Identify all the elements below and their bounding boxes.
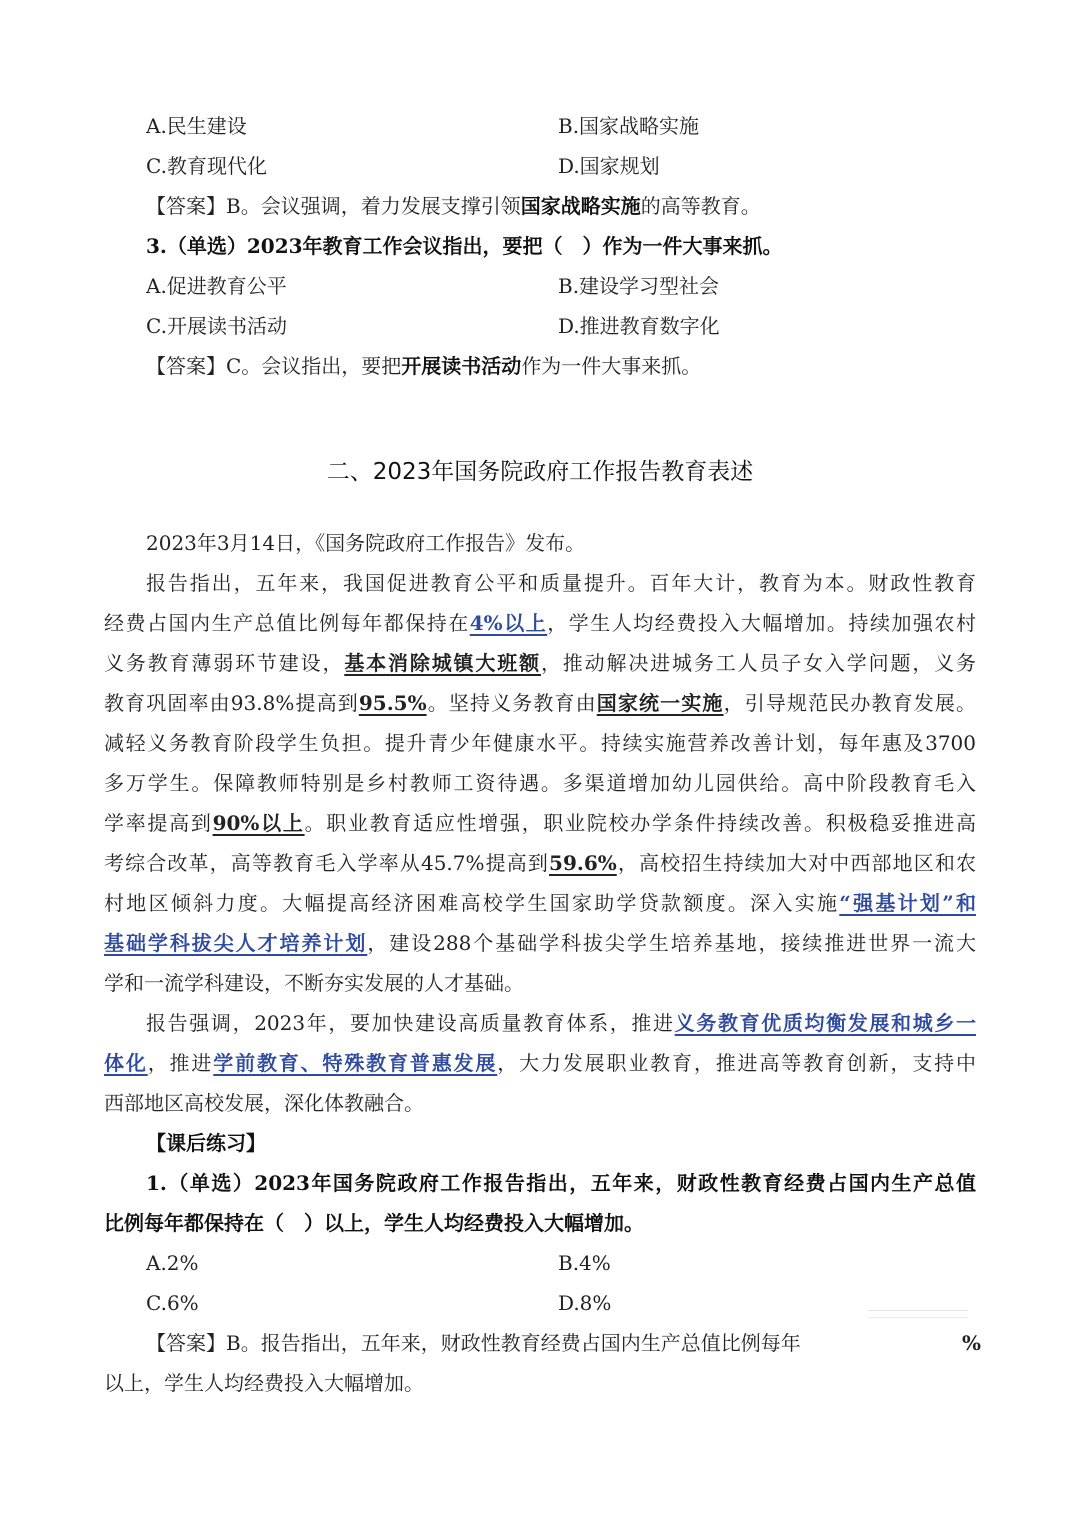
q3-answer-keyword: 开展读书活动 xyxy=(401,354,522,378)
practice-label: 【课后练习】 xyxy=(146,1131,266,1155)
highlight-4pct: 4%以上 xyxy=(469,611,548,635)
report-line-6: 多万学生。保障教师特别是乡村教师工资待遇。多渠道增加幼儿园供给。高中阶段教育毛入 xyxy=(104,771,976,795)
q2-option-a: A.民生建设 xyxy=(146,114,247,138)
report-text: 教育巩固率由93.8%提高到 xyxy=(104,691,359,715)
highlight-95pct: 95.5% xyxy=(358,691,427,715)
highlight-integration: 体化 xyxy=(104,1051,148,1075)
q3-option-d: D.推进教育数字化 xyxy=(558,314,720,338)
report-line-10 xyxy=(104,923,976,963)
ex1-option-a: A.2% xyxy=(146,1251,199,1275)
report-text: ，大力发展职业教育，推进高等教育创新，支持中 xyxy=(497,1051,977,1075)
report-text: 学率提高到 xyxy=(104,811,213,835)
report-text: ，建设288个基础学科拔尖学生培养基地，接续推进世界一流大 xyxy=(367,931,976,955)
report-line-2 xyxy=(104,603,976,643)
report-text: 。职业教育适应性增强，职业院校办学条件持续改善。积极稳妥推进高 xyxy=(304,811,977,835)
highlight-class-size: 基本消除城镇大班额 xyxy=(344,651,541,675)
report-line-4 xyxy=(104,683,976,723)
q3-question: 3.（单选）2023年教育工作会议指出，要把（ ）作为一件大事来抓。 xyxy=(146,234,783,258)
ex1-option-b: B.4% xyxy=(558,1251,611,1275)
emphasis-line-1 xyxy=(146,1003,976,1043)
ex1-option-d: D.8% xyxy=(558,1291,612,1315)
report-line-5: 减轻义务教育阶段学生负担。提升青少年健康水平。持续实施营养改善计划，每年惠及3700 xyxy=(104,731,976,755)
section-heading: 二、2023年国务院政府工作报告教育表述 xyxy=(326,459,754,485)
q3-option-c: C.开展读书活动 xyxy=(146,314,287,338)
highlight-59pct: 59.6% xyxy=(549,851,617,875)
q2-option-d: D.国家规划 xyxy=(558,154,660,178)
watermark-mark xyxy=(868,1310,968,1318)
ex1-option-c: C.6% xyxy=(146,1291,199,1315)
report-text: 报告强调，2023年，要加快建设高质量教育体系，推进 xyxy=(146,1011,675,1035)
ex1-answer-line-1 xyxy=(146,1323,976,1363)
q2-answer-text: 【答案】B。会议强调，着力发展支撑引领 xyxy=(146,194,521,218)
report-line-3 xyxy=(104,643,976,683)
report-text: 村地区倾斜力度。大幅提高经济困难高校学生国家助学贷款额度。深入实施 xyxy=(104,891,840,915)
emphasis-line-3: 西部地区高校发展，深化体教融合。 xyxy=(104,1091,424,1115)
report-line-9 xyxy=(104,883,976,923)
q3-option-a: A.促进教育公平 xyxy=(146,274,287,298)
highlight-preschool: 学前教育、特殊教育普惠发展 xyxy=(213,1051,498,1075)
highlight-strong-base: “强基计划”和 xyxy=(839,891,976,915)
q2-option-c: C.教育现代化 xyxy=(146,154,267,178)
ex1-answer-tail: % xyxy=(962,1331,982,1355)
q3-answer xyxy=(146,346,976,386)
q2-answer xyxy=(146,186,976,226)
ex1-question-line-1: 1.（单选）2023年国务院政府工作报告指出，五年来，财政性教育经费占国内生产总值 xyxy=(146,1171,976,1195)
report-line-7 xyxy=(104,803,976,843)
ex1-question-line-2: 比例每年都保持在（ ）以上，学生人均经费投入大幅增加。 xyxy=(104,1211,644,1235)
q2-option-b: B.国家战略实施 xyxy=(558,114,700,138)
report-line-8 xyxy=(104,843,976,883)
date-line: 2023年3月14日，《国务院政府工作报告》发布。 xyxy=(146,531,586,555)
report-text: ，学生人均经费投入大幅增加。持续加强农村 xyxy=(547,611,977,635)
highlight-talent-plan: 基础学科拔尖人才培养计划 xyxy=(104,931,368,955)
report-text: ，引导规范民办教育发展。 xyxy=(723,691,977,715)
report-line-11: 学和一流学科建设，不断夯实发展的人才基础。 xyxy=(104,971,524,995)
q3-answer-text: 【答案】C。会议指出，要把 xyxy=(146,354,402,378)
q2-answer-tail: 的高等教育。 xyxy=(640,194,761,218)
report-text: 考综合改革，高等教育毛入学率从45.7%提高到 xyxy=(104,851,550,875)
emphasis-line-2 xyxy=(104,1043,976,1083)
report-text: 义务教育薄弱环节建设， xyxy=(104,651,345,675)
highlight-unified: 国家统一实施 xyxy=(596,691,724,715)
report-text: ，推动解决进城务工人员子女入学问题，义务 xyxy=(540,651,977,675)
ex1-answer-line-2: 以上，学生人均经费投入大幅增加。 xyxy=(104,1371,424,1395)
report-line-1: 报告指出，五年来，我国促进教育公平和质量提升。百年大计，教育为本。财政性教育 xyxy=(146,571,976,595)
highlight-balanced: 义务教育优质均衡发展和城乡一 xyxy=(674,1011,976,1035)
ex1-answer-text: 【答案】B。报告指出，五年来，财政性教育经费占国内生产总值比例每年 xyxy=(146,1331,801,1355)
report-text: ，推进 xyxy=(147,1051,214,1075)
report-text: ，高校招生持续加大对中西部地区和农 xyxy=(616,851,977,875)
q3-answer-tail: 作为一件大事来抓。 xyxy=(521,354,702,378)
highlight-90pct: 90%以上 xyxy=(212,811,305,835)
report-text: 经费占国内生产总值比例每年都保持在 xyxy=(104,611,470,635)
q3-option-b: B.建设学习型社会 xyxy=(558,274,720,298)
report-text: 。坚持义务教育由 xyxy=(426,691,597,715)
q2-answer-keyword: 国家战略实施 xyxy=(520,194,641,218)
